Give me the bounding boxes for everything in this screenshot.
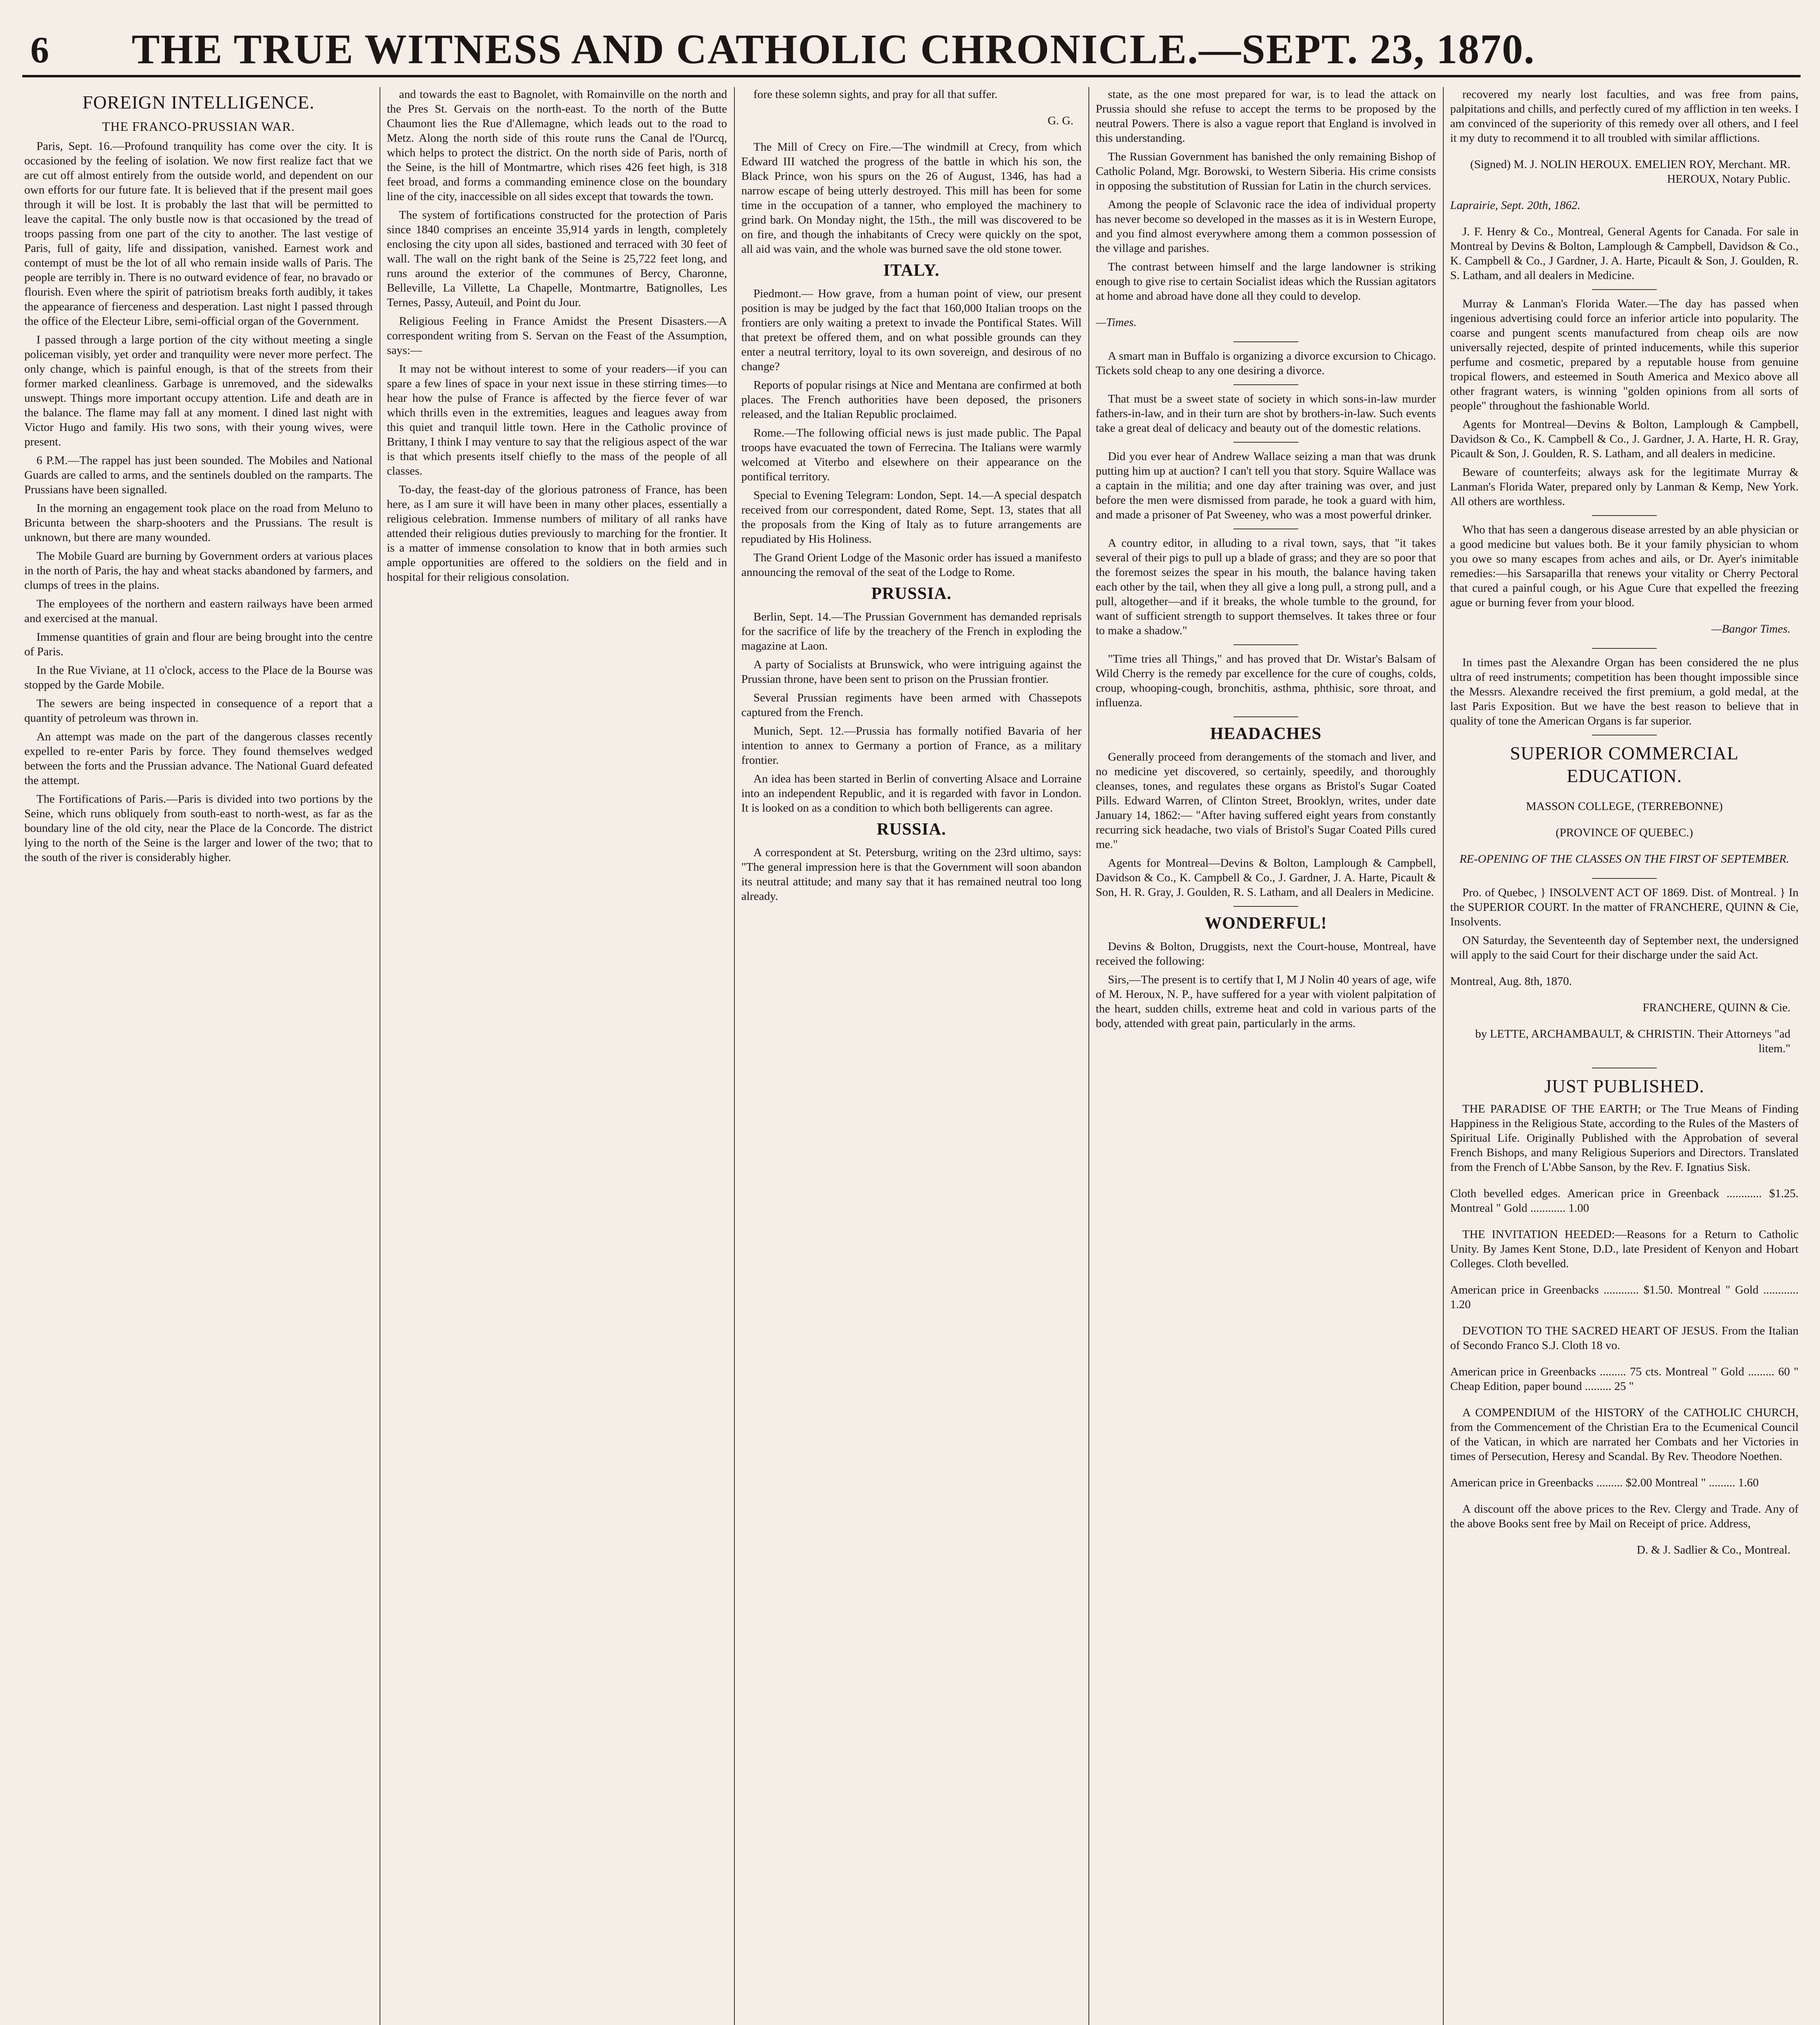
separator-rule [1233, 384, 1298, 385]
article-paragraph: Rome.—The following official news is just made public. The Papal troops have evacuated the town of Ferrecina. The Italians were warmly welcomed at Viterbo and elsewhere on their appearance on the pontifical territory. [741, 426, 1082, 483]
advertisement-paragraph: Murray & Lanman's Florida Water.—The day has passed when ingenious advertising could force an inferior article into popularity. The coarse and pungent scents manufactured from cheap oils are now universally rejected, despite of printed inducements, while this superior perfume and cosmetic, prepared by a reputable house from genuine tropical flowers, and esteemed in South America and Mexico above all other fragrant waters, is winning "golden opinions from all sorts of people" throughout the fashionable World. [1450, 297, 1799, 412]
article-paragraph: A correspondent at St. Petersburg, writing on the 23rd ultimo, says: "The general impression here is that the Government will soon abandon its neutral attitude; and many say that it has remained neutral too long already. [741, 846, 1082, 903]
article-paragraph: The Mill of Crecy on Fire.—The windmill at Crecy, from which Edward III watched the progress of the battle in which his son, the Black Prince, won his spurs on the 26 of August, 1346, has had a narrow escape of being utterly destroyed. This mill has been for some time in the occupation of a tanner, who employed the machinery to grind bark. On Monday night, the 15th., the mill was discovered to be on fire, and though the inhabitants of Crecy were quickly on the spot, all aid was vain, and the whole was burned save the old stone tower. [741, 141, 1082, 256]
book-listing: A COMPENDIUM of the HISTORY of the CATHOLIC CHURCH, from the Commencement of the Christian Era to the Ecumenical Council of the Vatican, in which are narrated her Combats and her Victories in times of Persecution, Heresy and Scandal. By Rev. Theodore Noethen. [1450, 1406, 1799, 1463]
article-paragraph: Special to Evening Telegram: London, Sept. 14.—A special despatch received from our correspondent, dated Rome, Sept. 13, states that all the proposals from the King of Italy as to future arrangements are repudiated by His Holiness. [741, 489, 1082, 546]
advertisement-paragraph: Devins & Bolton, Druggists, next the Court-house, Montreal, have received the following: [1096, 940, 1436, 968]
column-divider [1088, 87, 1089, 2025]
separator-rule [1592, 878, 1657, 879]
advertisement-paragraph: Agents for Montreal—Devins & Bolton, Lamplough & Campbell, Davidson & Co., K. Campbell & Co., J. Gardner, J. A. Harte, Picault & Son, H. R. Gray, J. Goulden, R. S. Latham, and all Dealers in Medicine. [1096, 857, 1436, 899]
article-paragraph: Piedmont.— How grave, from a human point of view, our present position is may be judged by the fact that 160,000 Italian troops on the frontiers are only waiting a pretext to invade the Pontifical States. Will that pretext be offered them, and on what possible grounds can they enter a neutral territory, loyal to its own sovereign, and desirous of no change? [741, 287, 1082, 373]
separator-rule [1592, 515, 1657, 516]
advertisement-paragraph: "Time tries all Things," and has proved that Dr. Wistar's Balsam of Wild Cherry is the remedy par excellence for the cure of coughs, colds, croup, whooping-cough, bronchitis, asthma, phthisic, sore throat, and influenza. [1096, 652, 1436, 709]
article-paragraph: Immense quantities of grain and flour are being brought into the centre of Paris. [24, 631, 373, 658]
article-paragraph: Did you ever hear of Andrew Wallace seizing a man that was drunk putting him up at auction? I can't tell you that story. Squire Wallace was a captain in the militia; and one day after training was over, and just before the men were dismissed from parade, he took a guard with him, and made a prisoner of Pat Sweeney, who was a most powerful drinker. [1096, 450, 1436, 521]
masthead [22, 16, 1801, 73]
article-paragraph: Munich, Sept. 12.—Prussia has formally notified Bavaria of her intention to annex to Germany a portion of France, as a military frontier. [741, 725, 1082, 767]
book-listing: DEVOTION TO THE SACRED HEART OF JESUS. From the Italian of Secondo Franco S.J. Cloth 18 vo. [1450, 1324, 1799, 1352]
advertisement-paragraph: In times past the Alexandre Organ has been considered the ne plus ultra of reed instruments; competition has been thought impossible since the Messrs. Alexandre received the first premium, a gold medal, at the last Paris Exposition. But we have the best reason to believe that in quality of tone the American Organs is far superior. [1450, 656, 1799, 727]
dateline: Montreal, Aug. 8th, 1870. [1450, 975, 1572, 988]
column-3 [741, 87, 1082, 2025]
article-paragraph: 6 P.M.—The rappel has just been sounded. The Mobiles and National Guards are called to arms, and the sentinels doubled on the ramparts. The Prussians have been signalled. [24, 454, 373, 496]
source-credit: —Times. [1096, 316, 1137, 329]
separator-rule [1233, 716, 1298, 717]
advertisement-paragraph: J. F. Henry & Co., Montreal, General Agents for Canada. For sale in Montreal by Devins & Bolton, Lamplough & Campbell, Davidson & Co., K. Campbell & Co., J Gardner, J. A. Harte, Picault & Son, J. Goulden, R. S. Latham, and all dealers in Medicine. [1450, 225, 1799, 282]
column-divider [734, 87, 735, 2025]
price-list: American price in Greenbacks ......... 75 cts. Montreal " Gold ......... 60 " Cheap Edition, paper bound ......... 25 " [1450, 1365, 1799, 1393]
prussia-heading: PRUSSIA. [871, 584, 952, 603]
column-4 [1096, 87, 1436, 2025]
separator-rule [1233, 442, 1298, 443]
signature: G. G. [1048, 114, 1073, 127]
firm-name: FRANCHERE, QUINN & Cie. [1643, 1001, 1790, 1014]
separator-rule [1233, 341, 1298, 342]
article-paragraph: A country editor, in alluding to a rival town, says, that "it takes several of their pigs to pull up a blade of grass; and they are so poor that the foremost seizes the spear in his mouth, the balance having taken each other by the tail, when they all give a long pull, a strong pull, and a pull, altogether—and if it breaks, the whole tumble to the ground, for want of sufficient strength to support themselves. It takes three or four to make a shadow." [1096, 537, 1436, 637]
article-paragraph: fore these solemn sights, and pray for all that suffer. [753, 88, 998, 101]
advertisement-paragraph: Agents for Montreal—Devins & Bolton, Lamplough & Campbell, Davidson & Co., K. Campbell & Co., J. Gardner, J. A. Harte, H. R. Gray, Picault & Son, J. Goulden, R. S. Latham, and all dealers in medicine. [1450, 418, 1799, 460]
article-paragraph: The sewers are being inspected in consequence of a report that a quantity of petroleum was thrown in. [24, 697, 373, 725]
superior-commercial-education-heading: SUPERIOR COMMERCIAL EDUCATION. [1510, 743, 1739, 786]
masthead-rule [22, 75, 1801, 77]
article-paragraph: Among the people of Sclavonic race the idea of individual property has never become so developed in the masses as it is in Western Europe, and you find almost everywhere among them a common possession of the village and parishes. [1096, 198, 1436, 255]
italy-heading: ITALY. [883, 261, 940, 280]
price-list: American price in Greenbacks ............ $1.50. Montreal " Gold ............ 1.20 [1450, 1283, 1799, 1311]
advertisement-paragraph: recovered my nearly lost faculties, and was free from pains, palpitations and chills, and perfectly cured of my affliction in ten weeks. I am convinced of the superiority of this remedy over all others, and I feel it my duty to recommend it to all troubled with similar afflictions. [1450, 88, 1799, 145]
column-5 [1450, 87, 1799, 2025]
column-1 [24, 87, 373, 2025]
headaches-heading: HEADACHES [1210, 725, 1322, 743]
article-paragraph: The employees of the northern and eastern railways have been armed and exercised at the manual. [24, 597, 373, 625]
price-list: American price in Greenbacks ......... $2.00 Montreal " ......... 1.60 [1450, 1476, 1759, 1489]
foreign-intelligence-heading: FOREIGN INTELLIGENCE. [82, 92, 315, 113]
province-line: (PROVINCE OF QUEBEC.) [1555, 826, 1693, 839]
column-divider [1443, 87, 1444, 2025]
article-paragraph: In the Rue Viviane, at 11 o'clock, access to the Place de la Bourse was stopped by the Garde Mobile. [24, 664, 373, 691]
article-paragraph: The Fortifications of Paris.—Paris is divided into two portions by the Seine, which runs obliquely from south-east to north-west, as far as the boundary line of the old city, near the Place de la Concorde. The district lying to the north of the Seine is the larger and lower of the two; that to the south of the river is considerably higher. [24, 793, 373, 864]
newspaper-page [22, 16, 1801, 2025]
article-paragraph: A smart man in Buffalo is organizing a divorce excursion to Chicago. Tickets sold cheap to any one desiring a divorce. [1096, 350, 1436, 377]
article-paragraph: Berlin, Sept. 14.—The Prussian Government has demanded reprisals for the sacrifice of life by the treachery of the French in exploding the magazine at Laon. [741, 610, 1082, 652]
article-paragraph: state, as the one most prepared for war, is to lead the attack on Prussia should she refuse to accept the terms to be proposed by the neutral Powers. There is also a vague report that England is involved in this understanding. [1096, 88, 1436, 145]
article-paragraph: Paris, Sept. 16.—Profound tranquility has come over the city. It is occasioned by the feeling of isolation. We now first realize fact that we are cut off almost entirely from the outside world, and dependent on our own efforts for our future fate. It is believed that if the present mail goes through it will be lost. It is probably the last that will be permitted to leave the capital. The only bustle now is that occasioned by the tread of troops passing from one part of the city to another. The last vestige of Paris, full of gaity, life and dissipation, vanished. Earnest work and contempt of must be the lot of all who remain inside walls of Paris. The people are terribly in. There is no outward evidence of fear, no bravado or flourish. Even where the spirit of patriotism breaks forth audibly, it takes the appearance of fierceness and desperation. Last night I passed through the office of the Electeur Libre, semi-official organ of the Government. [24, 140, 373, 328]
column-2 [387, 87, 727, 2025]
masson-college-line: MASSON COLLEGE, (TERREBONNE) [1526, 800, 1723, 813]
legal-notice-paragraph: ON Saturday, the Seventeenth day of September next, the undersigned will apply to the said Court for their discharge under the said Act. [1450, 934, 1799, 961]
advertisement-paragraph: Generally proceed from derangements of the stomach and liver, and no medicine yet discovered, so certainly, speedily, and thoroughly cleanses, tones, and regulates these organs as Bristol's Sugar Coated Pills. Edward Warren, of Clinton Street, Brooklyn, writes, under date January 14, 1862:— "After having suffered eight years from constantly recurring sick headache, two vials of Bristol's Sugar Coated Pills cured me." [1096, 750, 1436, 851]
source-credit: —Bangor Times. [1711, 622, 1790, 635]
russia-heading: RUSSIA. [877, 820, 946, 839]
reopening-notice: RE-OPENING OF THE CLASSES ON THE FIRST OF SEPTEMBER. [1459, 853, 1789, 865]
advertisement-paragraph: Sirs,—The present is to certify that I, M J Nolin 40 years of age, wife of M. Heroux, N. P., have suffered for a year with violent palpitation of the heart, sudden chills, extreme heat and cold in various parts of the body, attended with great pain, particularly in the arms. [1096, 973, 1436, 1030]
dateline: Laprairie, Sept. 20th, 1862. [1450, 199, 1581, 212]
just-published-heading: JUST PUBLISHED. [1544, 1076, 1705, 1096]
advertisement-paragraph: Who that has seen a dangerous disease arrested by an able physician or a good medicine but values both. Be it your family physician to whom you owe so many escapes from aches and ails, or Dr. Ayer's inimitable remedies:—his Sarsaparilla that renews your vitality or Cherry Pectoral that cured a painful cough, or his Ague Cure that expelled the freezing ague or burning fever from your blood. [1450, 523, 1799, 609]
insolvent-act-notice: Pro. of Quebec, } INSOLVENT ACT OF 1869. Dist. of Montreal. } In the SUPERIOR COURT. In the matter of FRANCHERE, QUINN & Cie, Insolvents. [1450, 886, 1799, 928]
newspaper-title: THE TRUE WITNESS AND CATHOLIC CHRONICLE.—SEPT. 23, 1870. [132, 26, 1535, 72]
book-listing: THE PARADISE OF THE EARTH; or The True Means of Finding Happiness in the Religious State, according to the Rules of the Masters of Spiritual Life. Originally Published with the Approbation of several French Bishops, and many Religious Superiors and Directors. Translated from the French of L'Abbe Sanson, by the Rev. F. Ignatius Sisk. [1450, 1102, 1799, 1174]
separator-rule [1592, 289, 1657, 290]
page-number: 6 [30, 29, 49, 70]
signature-block: (Signed) M. J. NOLIN HEROUX. EMELIEN ROY, Merchant. MR. HEROUX, Notary Public. [1470, 158, 1790, 185]
attorneys-line: by LETTE, ARCHAMBAULT, & CHRISTIN. Their Attorneys "ad litem." [1475, 1027, 1790, 1055]
wonderful-heading: WONDERFUL! [1205, 914, 1327, 933]
article-paragraph: In the morning an engagement took place on the road from Meluno to Bricunta between the sharp-shooters and the Prussians. The result is unknown, but there are many wounded. [24, 502, 373, 544]
article-paragraph: Religious Feeling in France Amidst the Present Disasters.—A correspondent writing from S. Servan on the Feast of the Assumption, says:— [387, 315, 727, 357]
price-list: Cloth bevelled edges. American price in Greenback ............ $1.25. Montreal " Gold ............ 1.00 [1450, 1187, 1799, 1215]
book-listing: THE INVITATION HEEDED:—Reasons for a Return to Catholic Unity. By James Kent Stone, D.D., late President of Kenyon and Hobart Colleges. Cloth bevelled. [1450, 1228, 1799, 1270]
article-paragraph: The Grand Orient Lodge of the Masonic order has issued a manifesto announcing the removal of the seat of the Lodge to Rome. [741, 551, 1082, 579]
article-paragraph: Reports of popular risings at Nice and Mentana are confirmed at both places. The French authorities have been deposed, the prisoners released, and the Italian Republic proclaimed. [741, 379, 1082, 421]
article-paragraph: An idea has been started in Berlin of converting Alsace and Lorraine into an independent Republic, and it is regarded with favor in London. It is looked on as a condition to which both belligerents can agree. [741, 772, 1082, 814]
article-paragraph: I passed through a large portion of the city without meeting a single policeman visibly, yet order and tranquility were never more perfect. The only change, which is painful enough, is that of the streets from their former marked cleanliness. Garbage is unremoved, and the sidewalks unswept. Things more important occupy attention. Life and death are in the balance. The flame may fall at any moment. I dined last night with Victor Hugo and family. His two sons, with their young wives, were present. [24, 333, 373, 448]
article-paragraph: That must be a sweet state of society in which sons-in-law murder fathers-in-law, and in their turn are shot by brothers-in-law. Such events take a great deal of delicacy and beauty out of the domestic relations. [1096, 392, 1436, 435]
article-paragraph: Several Prussian regiments have been armed with Chassepots captured from the French. [741, 691, 1082, 719]
separator-rule [1233, 906, 1298, 907]
separator-rule [1592, 648, 1657, 649]
article-paragraph: and towards the east to Bagnolet, with Romainville on the north and the Pres St. Gervais on the north-east. To the north of the Butte Chaumont lies the Rue d'Allemagne, which leads out to the road to Metz. Along the north side of this route runs the Canal de l'Ourcq, which helps to protect the district. On the north side of Paris, north of the Seine, is the hill of Montmartre, which rises 426 feet high, is 318 feet broad, and forms a commanding eminence close on the boundary line of the city, inaccessible on all sides except that towards the town. [387, 88, 727, 203]
article-paragraph: A party of Socialists at Brunswick, who were intriguing against the Prussian throne, have been sent to prison on the Prussian frontier. [741, 658, 1082, 686]
separator-rule [1233, 644, 1298, 645]
article-paragraph: The contrast between himself and the large landowner is striking enough to give rise to certain Socialist ideas which the Russian agitators at home and abroad have done all they could to develop. [1096, 260, 1436, 303]
article-paragraph: It may not be without interest to some of your readers—if you can spare a few lines of space in your next issue in these stirring times—to hear how the pulse of France is affected by the fierce fever of war which thrills even in the extremities, leagues and leagues away from this quiet and tranquil little town. Here in the Catholic province of Brittany, I think I may venture to say that the religious aspect of the war is that which presents itself chiefly to the mass of the people of all classes. [387, 362, 727, 477]
article-paragraph: An attempt was made on the part of the dangerous classes recently expelled to re-enter Paris by force. They found themselves wedged between the forts and the Prussian advance. The National Guard defeated the attempt. [24, 730, 373, 787]
publisher-address: D. & J. Sadlier & Co., Montreal. [1637, 1543, 1790, 1556]
article-paragraph: The Russian Government has banished the only remaining Bishop of Catholic Poland, Mgr. Borowski, to Western Siberia. His crime consists in opposing the substitution of Russian for Latin in the church services. [1096, 150, 1436, 192]
advertisement-paragraph: Beware of counterfeits; always ask for the legitimate Murray & Lanman's Florida Water, prepared only by Lanman & Kemp, New York. All others are worthless. [1450, 466, 1799, 508]
article-paragraph: To-day, the feast-day of the glorious patroness of France, has been here, as I am sure it will have been in many other places, essentially a religious celebration. Immense numbers of military of all ranks have attended their religious duties previously to marching for the frontier. It is a matter of immense consolation to know that in both armies such ample opportunities are offered to the soldiers on the field and in hospital for their religious consolation. [387, 483, 727, 584]
franco-prussian-war-subheading: THE FRANCO-PRUSSIAN WAR. [102, 119, 295, 134]
ordering-notice: A discount off the above prices to the Rev. Clergy and Trade. Any of the above Books sent free by Mail on Receipt of price. Address, [1450, 1503, 1799, 1530]
article-paragraph: The system of fortifications constructed for the protection of Paris since 1840 comprises an enceinte 35,914 yards in length, completely enclosing the city upon all sides, bastioned and terraced with 30 feet of wall. The wall on the right bank of the Seine is 25,722 feet long, and runs around the exterior of the communes of Bercy, Charonne, Belleville, La Villette, La Chapelle, Montmartre, Batignolles, Les Ternes, Passy, Auteuil, and Point du Jour. [387, 209, 727, 309]
article-paragraph: The Mobile Guard are burning by Government orders at various places in the north of Paris, the hay and wheat stacks abandoned by farmers, and clumps of trees in the plains. [24, 550, 373, 592]
